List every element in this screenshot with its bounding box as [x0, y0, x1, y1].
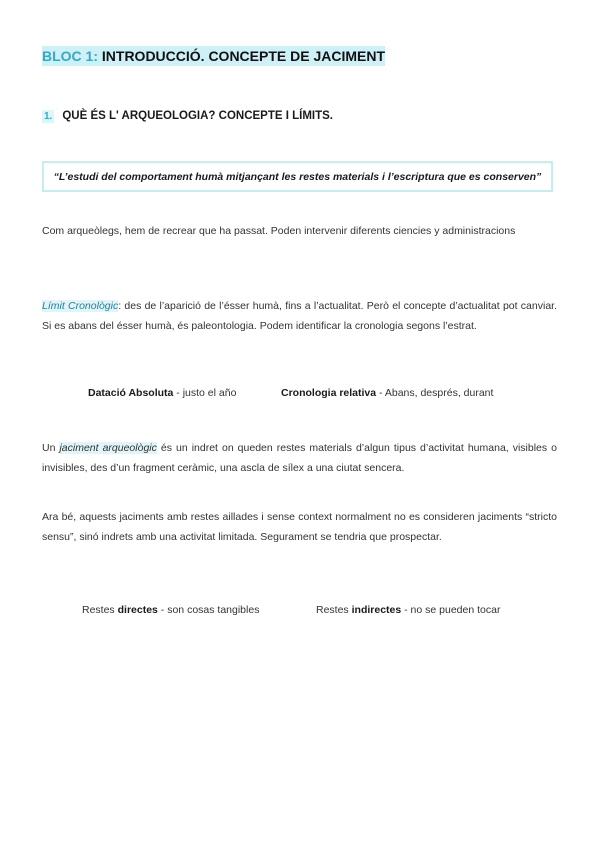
chronological-limit-text: : des de l’aparició de l’ésser humà, fins a l’actualitat. Però el concepte d’actualitat pot canviar. Si es abans del ésser humà, és paleontologia. Podem identificar la cronologia segons l’estrat. — [42, 300, 557, 332]
term-archaeological-site: jaciment arqueològic — [59, 442, 157, 454]
paragraph-archaeological-site — [42, 438, 557, 478]
remains-direct-desc: - son cosas tangibles — [157, 604, 260, 616]
dating-relative — [281, 387, 493, 399]
paragraph-chronological-limit — [42, 296, 557, 336]
remains-direct — [82, 604, 259, 616]
dating-relative-term: Cronologia relativa — [281, 387, 377, 399]
section-heading-text: QUÈ ÉS L' ARQUEOLOGIA? CONCEPTE I LÍMITS. — [62, 110, 333, 122]
bloc-title — [42, 48, 385, 64]
section-heading — [42, 110, 333, 122]
remains-indirect-term: indirectes — [351, 604, 402, 616]
dating-absolute-term: Datació Absoluta — [88, 387, 174, 399]
site-text-before: Un — [42, 442, 60, 454]
bloc-prefix: BLOC 1: — [42, 48, 98, 64]
remains-direct-term: directes — [117, 604, 158, 616]
definition-quote-box — [42, 161, 553, 192]
remains-indirect-prefix: Restes — [316, 604, 352, 616]
remains-direct-prefix: Restes — [82, 604, 118, 616]
bloc-title-text: INTRODUCCIÓ. CONCEPTE DE JACIMENT — [101, 48, 386, 64]
term-chronological-limit: Límit Cronològic — [42, 300, 119, 312]
paragraph-isolated-remains: Ara bé, aquests jaciments amb restes aillades i sense context normalment no es consideren jaciments “stricto sensu”, sinó indrets amb una activitat limitada. Segurament se tendria que prospectar. — [42, 511, 557, 543]
dating-absolute — [88, 387, 236, 399]
site-text-after: és un indret on queden restes materials d’algun tipus d’activitat humana, visibles o invisibles, des d’un fragment ceràmic, una ascla de sílex a una ciutat sencera. — [42, 442, 558, 474]
section-number: 1. — [44, 111, 53, 122]
definition-quote: “L’estudi del comportament humà mitjançant les restes materials i l’escriptura que es conserven” — [53, 170, 542, 183]
bloc-title-highlight — [42, 46, 385, 66]
dating-relative-desc: - Abans, després, durant — [376, 387, 494, 399]
remains-indirect-desc: - no se pueden tocar — [401, 604, 501, 616]
paragraph-archaeologists: Com arqueòlegs, hem de recrear que ha passat. Poden intervenir diferents ciencies y administracions — [42, 225, 516, 237]
dating-absolute-desc: - justo el año — [173, 387, 237, 399]
remains-indirect — [316, 604, 500, 616]
